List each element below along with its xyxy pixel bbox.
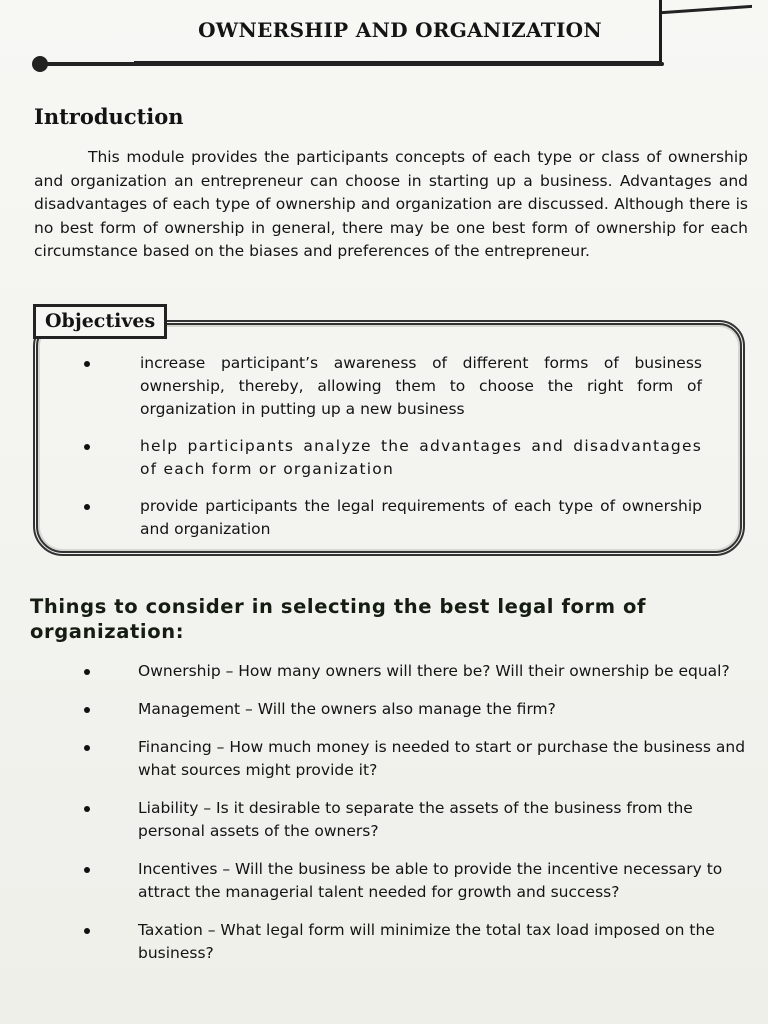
objective-item [80,435,702,481]
bullet-icon [84,745,90,751]
consider-text: Incentives – Will the business be able to provide the incentive necessary to attract the managerial talent needed for growth and success? [138,860,723,901]
bullet-icon [84,806,90,812]
bullet-icon [84,504,90,510]
objective-item [80,352,702,421]
consider-text: Ownership – How many owners will there be? Will their ownership be equal? [138,662,730,680]
consider-item-liability [80,797,748,843]
objective-text: provide participants the legal requirements of each type of ownership and organization [140,497,702,538]
consider-text: Management – Will the owners also manage the firm? [138,700,556,718]
bullet-icon [84,669,90,675]
page-title: OWNERSHIP AND ORGANIZATION [198,18,602,42]
consider-item-taxation [80,919,748,965]
objective-text: increase participant’s awareness of different forms of business ownership, thereby, allowing them to choose the right form of organization in putting up a new business [140,354,702,418]
bullet-icon [84,444,90,450]
bullet-icon [84,361,90,367]
title-underline [40,62,664,66]
corner-decoration [662,0,752,14]
bullet-icon [84,867,90,873]
objective-text: help participants analyze the advantages and disadvantages of each form or organization [140,437,702,478]
introduction-paragraph: This module provides the participants concepts of each type or class of ownership and organization an entrepreneur can choose in starting up a business. Advantages and disadvantages of each type of ownership and organization are discussed. Although there is no best form of ownership in general, there may be one best form of ownership for each circumstance based on the biases and preferences of the entrepreneur. [34,148,748,260]
consider-list [80,660,748,980]
introduction-heading: Introduction [34,104,184,129]
objective-item [80,495,702,541]
bullet-icon [84,928,90,934]
consider-text: Financing – How much money is needed to start or purchase the business and what sources might provide it? [138,738,746,779]
consider-item-incentives [80,858,748,904]
consider-text: Taxation – What legal form will minimize the total tax load imposed on the business? [138,921,715,962]
consider-text: Liability – Is it desirable to separate the assets of the business from the personal assets of the owners? [138,799,693,840]
consider-item-financing [80,736,748,782]
objectives-list [80,352,702,555]
consider-item-ownership [80,660,748,683]
consider-item-management [80,698,748,721]
consider-heading: Things to consider in selecting the best legal form of organization: [30,595,647,643]
bullet-icon [84,707,90,713]
objectives-label: Objectives [33,304,167,339]
